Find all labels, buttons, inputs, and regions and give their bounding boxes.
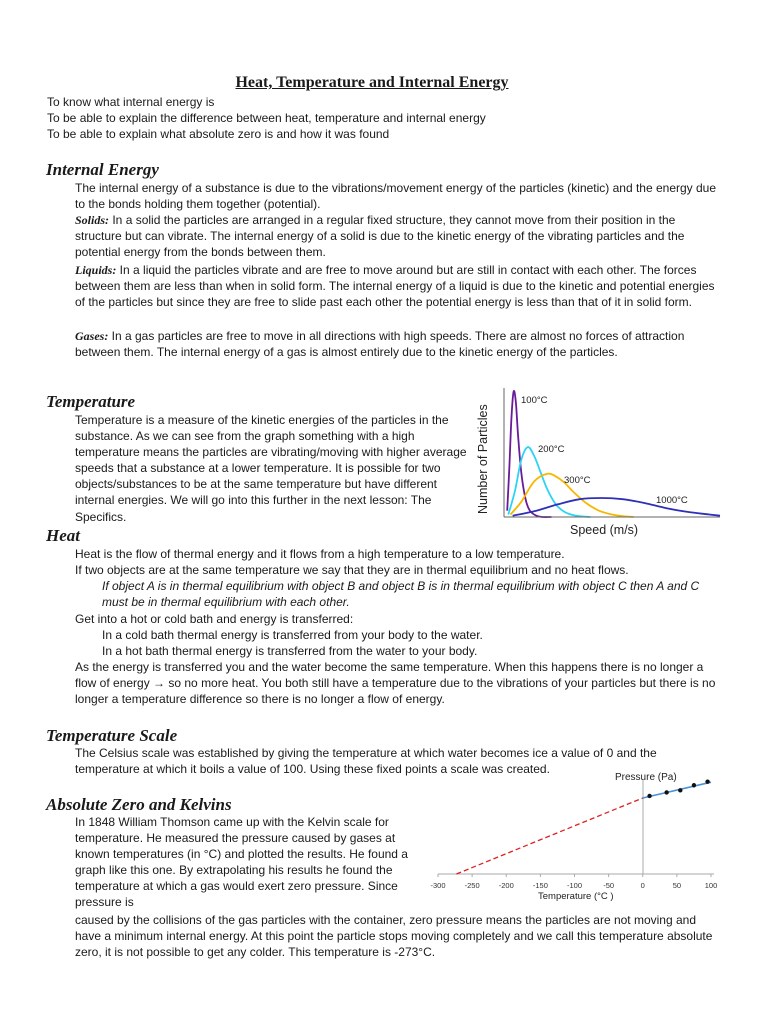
temperature-text: Temperature is a measure of the kinetic energies of the particles in the substance. As we can see from the graph something with a high temperature means the particles are vibrating/moving with higher average speeds that a substance at a lower temperature. It is possible for two objects/substances to be at the same temperature but have different internal energies. We will go into this further in the next lesson: The Specifics. [75, 413, 467, 524]
solids-text: In a solid the particles are arranged in a regular fixed structure, they cannot move from their position in the structure but can vibrate. The internal energy of a solid is due to the kinetic energy of the vibrating particles and the potential energy from the bonds between them. [75, 213, 685, 260]
fit-line [643, 782, 711, 798]
temperature-scale-heading: Temperature Scale [46, 726, 178, 745]
thermal-equilibrium-law: If object A is in thermal equilibrium with object B and object B is in thermal equilibrium with object C then A and C must be in thermal equilibrium with each other. [102, 579, 700, 610]
speed-distribution-chart [474, 386, 726, 538]
objective-3: To be able to explain what absolute zero is and how it was found [47, 127, 390, 141]
heat-line-2: If two objects are at the same temperature we say that they are in thermal equilibrium and no heat flows. [75, 563, 629, 577]
page-title: Heat, Temperature and Internal Energy [235, 74, 509, 91]
internal-energy-heading: Internal Energy [46, 160, 159, 179]
heat-line-4: As the energy is transferred you and the water become the same temperature. When this happens there is no longer a flow of energy → so no more heat. You both still have a temperature due to the vibrations of your particles but there is no longer a temperature difference so there is no longer a flow of energy. [75, 660, 716, 707]
liquids-text: In a liquid the particles vibrate and are free to move around but are still in contact with each other. The forces between them are less than when in solid form. The internal energy of a liquid is due to the kinetic and potential energies of the particles but since they are free to slide past each other the potential energy is less than that of it in solid form. [75, 263, 715, 310]
speed-y-axis-label: Number of Particles [476, 404, 490, 514]
pressure-tick-label: 50 [672, 881, 682, 890]
data-point [705, 779, 709, 783]
speed-curve-3 [513, 498, 720, 516]
hot-bath-text: In a hot bath thermal energy is transferred from the water to your body. [102, 644, 478, 658]
cold-bath-text: In a cold bath thermal energy is transferred from your body to the water. [102, 628, 483, 642]
temperature-heading: Temperature [46, 392, 136, 411]
objective-1: To know what internal energy is [47, 95, 215, 109]
pressure-tick-label: -50 [603, 881, 615, 890]
legend-label-200c: 200°C [538, 444, 565, 455]
absolute-zero-heading: Absolute Zero and Kelvins [46, 795, 232, 814]
heat-line-3: Get into a hot or cold bath and energy is transferred: [75, 612, 354, 626]
pressure-tick-label: -250 [464, 881, 480, 890]
pressure-tick-label: -300 [430, 881, 446, 890]
pressure-y-axis-label: Pressure (Pa) [615, 772, 677, 783]
data-point [678, 788, 682, 792]
pressure-tick-label: -200 [498, 881, 514, 890]
pressure-tick-label: -150 [532, 881, 548, 890]
liquids-paragraph [75, 262, 721, 310]
solids-paragraph [75, 212, 721, 260]
pressure-tick-label: 0 [640, 881, 645, 890]
data-point [664, 790, 668, 794]
liquids-label: Liquids: [75, 263, 117, 277]
legend-label-300c: 300°C [564, 475, 591, 486]
pressure-x-axis-label: Temperature (°C ) [538, 891, 614, 902]
gases-text: In a gas particles are free to move in all directions with high speeds. There are almost no forces of attraction between them. The internal energy of a gas is almost entirely due to the kinetic energy of the particles. [75, 329, 685, 360]
pressure-tick-label: 100 [704, 881, 718, 890]
temperature-scale-text: The Celsius scale was established by giving the temperature at which water becomes ice a value of 0 and the temperature at which it boils a value of 100. Using these fixed points a scale was created. [75, 746, 657, 777]
heat-heading: Heat [46, 526, 80, 545]
legend-label-100c: 100°C [521, 395, 548, 406]
absolute-zero-text-2: caused by the collisions of the gas particles with the container, zero pressure means the particles are not moving and have a minimum internal energy. At this point the particle stops moving completely and we call this temperature absolute zero, it is not possible to get any colder. This temperature is -273°C. [75, 913, 713, 960]
absolute-zero-text-1: In 1848 William Thomson came up with the Kelvin scale for temperature. He measured the pressure caused by gases at known temperatures (in °C) and plotted the results. He found a graph like this one. By extrapolating his results he found the temperature at which a gas would exert zero pressure. Since pressure is [75, 815, 408, 910]
solids-label: Solids: [75, 213, 110, 227]
objective-2: To be able to explain the difference between heat, temperature and internal energy [47, 111, 486, 125]
pressure-temperature-chart [424, 766, 724, 906]
pressure-tick-label: -100 [566, 881, 583, 890]
legend-label-1000c: 1000°C [656, 495, 688, 506]
speed-x-axis-label: Speed (m/s) [570, 523, 639, 537]
extrapolation-line [456, 798, 642, 874]
heat-line-1: Heat is the flow of thermal energy and it flows from a high temperature to a low temperature. [75, 547, 565, 561]
data-point [692, 783, 696, 787]
gases-label: Gases: [75, 329, 109, 343]
gases-paragraph [75, 328, 721, 360]
internal-energy-intro: The internal energy of a substance is due to the vibrations/movement energy of the particles (kinetic) and the energy due to the bonds holding them together (potential). [75, 181, 717, 212]
data-point [647, 794, 651, 798]
